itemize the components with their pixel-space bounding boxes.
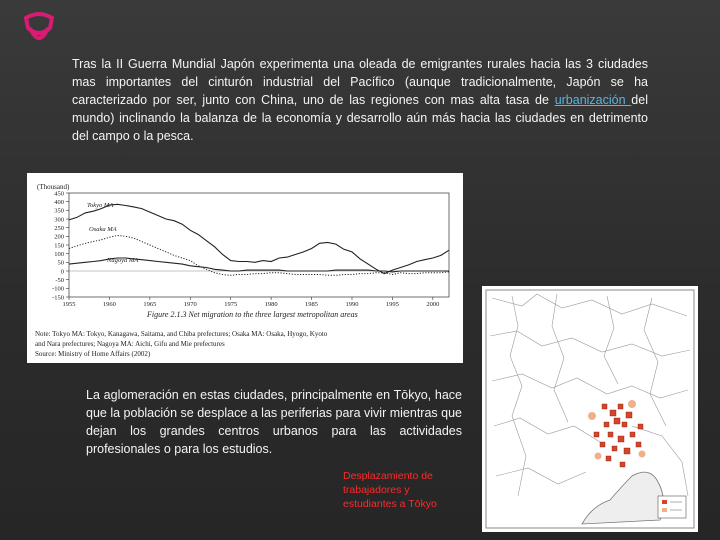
y-tick-label: 350 <box>54 207 64 215</box>
chart-title: Figure 2.1.3 Net migration to the three largest metropolitan areas <box>147 310 358 319</box>
y-tick-label: 150 <box>54 242 64 250</box>
map-caption: Desplazamiento de trabajadores y estudiantes a Tōkyo <box>343 470 437 510</box>
x-tick-label: 1970 <box>183 301 197 308</box>
annotation-tokyo: Tokyo MA <box>87 202 114 209</box>
intro-text-part2: del mundo) inclinando la balanza de la economía y desarrollo aún más hacia las ciudades en detrimento del campo o la pesca. <box>72 93 648 143</box>
migration-chart-figure <box>27 173 463 363</box>
agglomeration-paragraph: La aglomeración en estas ciudades, principalmente en Tōkyo, hace que la población se desplace a las periferias para vivir mientras que dejan los grandes centros urbanos para las actividades profesionales o para los estudios. <box>86 388 462 456</box>
x-tick-label: 1965 <box>143 301 157 308</box>
y-tick-label: 100 <box>54 250 64 258</box>
plot-frame <box>69 193 449 297</box>
map-graphic <box>482 286 698 532</box>
x-tick-label: 1960 <box>102 301 116 308</box>
y-tick-label: 400 <box>54 198 64 206</box>
migration-chart <box>27 173 463 363</box>
x-tick-label: 1975 <box>224 301 238 308</box>
y-axis-label: (Thousand) <box>37 183 70 191</box>
x-tick-label: 2000 <box>426 301 440 308</box>
y-tick-label: 450 <box>54 190 64 198</box>
y-tick-label: -100 <box>52 285 64 293</box>
series-line-osaka-ma <box>69 236 449 276</box>
x-tick-label: 1990 <box>345 301 359 308</box>
chart-note-1: Note: Tokyo MA: Tokyo, Kanagawa, Saitama, and Chiba prefectures; Osaka MA: Osaka, Hyogo, Kyoto <box>35 330 328 338</box>
y-tick-label: 300 <box>54 216 64 224</box>
y-tick-label: 50 <box>57 259 64 267</box>
y-tick-label: 200 <box>54 233 64 241</box>
y-tick-label: 250 <box>54 224 64 232</box>
y-tick-label: -50 <box>55 276 64 284</box>
chart-note-2: and Nara prefectures; Nagoya MA: Aichi, Gifu and Mie prefectures <box>35 340 225 348</box>
annotation-osaka: Osaka MA <box>89 226 117 233</box>
intro-text-part1: Tras la II Guerra Mundial Japón experimenta una oleada de emigrantes rurales hacia las 3 ciudades mas importantes del cinturón industrial del Pacífico (aunque tradicionalmente, Japón se ha caracterizado por ser, junto con China, uno de las regiones con mas alta tasa de <box>72 57 648 107</box>
x-tick-label: 1955 <box>62 301 76 308</box>
chart-source: Source: Ministry of Home Affairs (2002) <box>35 350 151 358</box>
tokyo-commuting-map <box>482 286 698 532</box>
y-tick-label: 0 <box>60 268 64 276</box>
urbanization-link[interactable]: urbanización <box>554 93 632 107</box>
x-tick-label: 1995 <box>385 301 399 308</box>
y-tick-label: -150 <box>52 294 64 302</box>
x-tick-label: 1985 <box>305 301 319 308</box>
annotation-nagoya: Nagoya MA <box>107 257 139 264</box>
x-tick-label: 1980 <box>264 301 278 308</box>
chevron-bullet-icon <box>22 8 56 46</box>
intro-paragraph <box>72 55 648 145</box>
